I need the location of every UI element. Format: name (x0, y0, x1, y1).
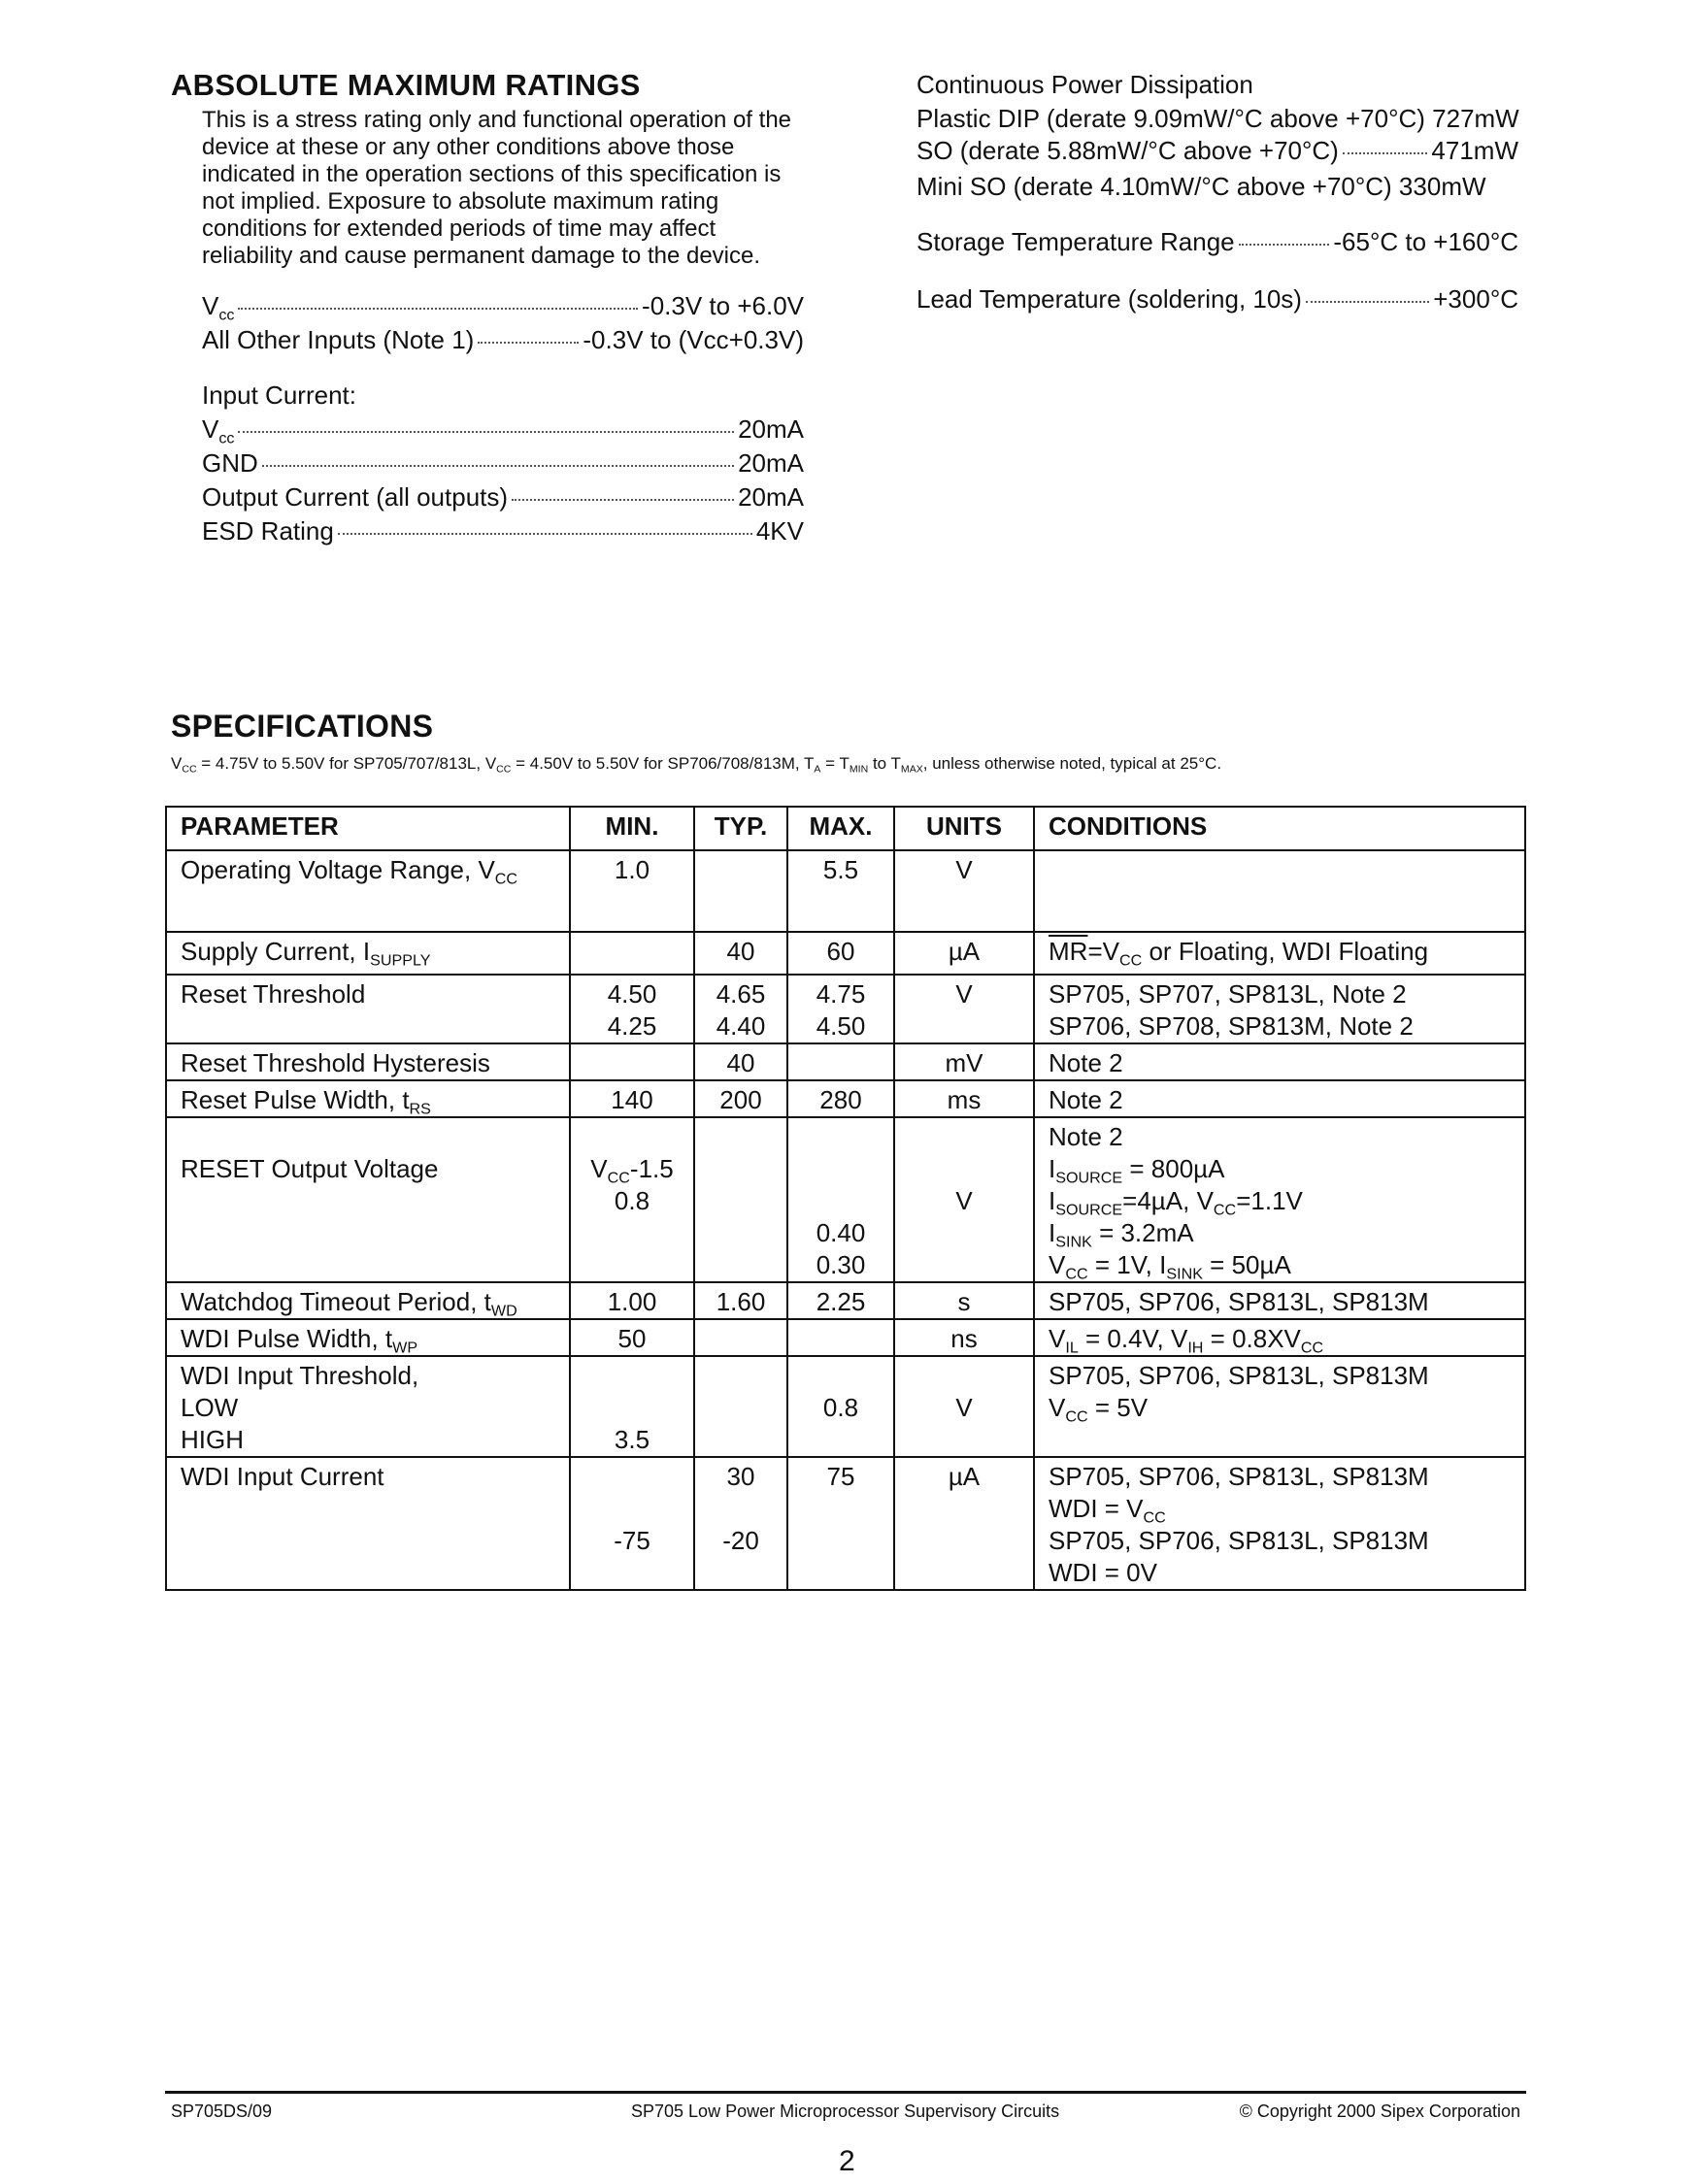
table-row (166, 1457, 1525, 1590)
amr-list (202, 291, 804, 550)
spec-table (165, 806, 1526, 1591)
amr-title: ABSOLUTE MAXIMUM RATINGS (171, 68, 641, 102)
cell-cond: SP705, SP706, SP813L, SP813M (1034, 1282, 1525, 1319)
dot-leader (1306, 301, 1429, 303)
cell-max: 75 (787, 1457, 894, 1590)
col-header-conditions: CONDITIONS (1034, 807, 1525, 850)
cell-max: 0.8 (787, 1356, 894, 1457)
cell-max: 4.75 4.50 (787, 975, 894, 1043)
cell-units: V (894, 975, 1034, 1043)
cell-units: mV (894, 1043, 1034, 1080)
output-label: Output Current (all outputs) (202, 482, 509, 512)
cell-typ (694, 1356, 787, 1457)
cell-max: 280 (787, 1080, 894, 1117)
rating-other-value: -0.3V to (Vcc+0.3V) (583, 325, 804, 354)
table-row (166, 1319, 1525, 1356)
cell-max: 60 (787, 932, 894, 975)
dot-leader (512, 499, 734, 501)
spec-title: SPECIFICATIONS (171, 709, 434, 744)
cell-param: Reset Threshold Hysteresis (166, 1043, 570, 1080)
cell-min: 50 (570, 1319, 694, 1356)
table-row (166, 975, 1525, 1043)
lead-value: +300°C (1433, 284, 1518, 314)
so-rating (916, 136, 1518, 170)
cell-typ (694, 1319, 787, 1356)
lead-label: Lead Temperature (soldering, 10s) (916, 284, 1302, 314)
cell-cond: SP705, SP707, SP813L, Note 2 SP706, SP708, SP813M, Note 2 (1034, 975, 1525, 1043)
storage-value: -65°C to +160°C (1333, 227, 1518, 256)
rating-vcc (202, 291, 804, 325)
cell-param: WDI Pulse Width, $t_{WP}$ (166, 1319, 570, 1356)
ic-vcc-sub: cc (218, 429, 235, 447)
rating-gnd (202, 448, 804, 482)
cell-param: Supply Current, $I_{SUPPLY}$ (166, 932, 570, 975)
absolute-max-ratings (171, 68, 812, 550)
cell-units: µA (894, 932, 1034, 975)
pdip-rating: Plastic DIP (derate 9.09mW/°C above +70°C) 727mW (916, 104, 1519, 133)
cell-param: Reset Pulse Width, $t_{RS}$ (166, 1080, 570, 1117)
cell-min: 3.5 (570, 1356, 694, 1457)
cell-typ (694, 1117, 787, 1282)
cell-cond: $V_{IL} = 0.4V$, $V_{IH} = 0.8XV_{CC}$ (1034, 1319, 1525, 1356)
so-label: SO (derate 5.88mW/°C above +70°C) (916, 136, 1339, 165)
dot-leader (338, 533, 752, 535)
rating-vcc-sub: cc (218, 306, 235, 324)
cell-typ: 200 (694, 1080, 787, 1117)
rating-esd (202, 516, 804, 550)
rating-vcc-label: V (202, 291, 219, 320)
col-header-max: MAX. (787, 807, 894, 850)
storage-label: Storage Temperature Range (916, 227, 1235, 256)
cell-max (787, 1043, 894, 1080)
ic-vcc-value: 20mA (738, 414, 804, 444)
cell-cond (1034, 850, 1525, 932)
output-value: 20mA (738, 482, 804, 512)
table-row (166, 1282, 1525, 1319)
col-header-units: UNITS (894, 807, 1034, 850)
storage-rating (916, 227, 1518, 261)
col-header-min: MIN. (570, 807, 694, 850)
spec-header-row (166, 807, 1525, 850)
cell-min: 1.0 (570, 850, 694, 932)
cell-min: 140 (570, 1080, 694, 1117)
dot-leader (1343, 152, 1428, 154)
cell-param: Reset Threshold (166, 975, 570, 1043)
esd-value: 4KV (755, 516, 804, 546)
rating-ic-vcc (202, 414, 804, 448)
cell-param: RESET Output Voltage (166, 1117, 570, 1282)
cell-typ: 40 (694, 1043, 787, 1080)
rating-other-inputs (202, 325, 804, 359)
cell-max: 5.5 (787, 850, 894, 932)
cell-min (570, 1043, 694, 1080)
ic-vcc-label: V (202, 414, 219, 444)
cell-param: Operating Voltage Range, $V_{CC}$ (166, 850, 570, 932)
spec-conditions: $V_{CC} = 4.75V$ to 5.50V for SP705/707/813L, $V_{CC} = 4.50V$ to 5.50V for SP706/708/813M, $T_A = T_{MIN}$ to $T_{MAX}$, unless otherwise noted, typical at 25°C. (171, 754, 1222, 776)
cell-units: V (894, 850, 1034, 932)
cell-cond: $\overline{MR}=V_{CC}$ or Floating, WDI Floating (1034, 932, 1525, 975)
cell-max: 0.40 0.30 (787, 1117, 894, 1282)
cell-min: -75 (570, 1457, 694, 1590)
rating-output (202, 482, 804, 516)
footer-doc-id: SP705DS/09 (171, 2101, 273, 2121)
cell-max (787, 1319, 894, 1356)
dot-leader (1239, 244, 1330, 246)
input-current-label: Input Current: (202, 381, 356, 410)
dot-leader (238, 431, 734, 433)
cell-typ: 40 (694, 932, 787, 975)
minso-rating: Mini SO (derate 4.10mW/°C above +70°C) 330mW (916, 172, 1486, 201)
cell-units: ms (894, 1080, 1034, 1117)
cell-param: WDI Input Current (166, 1457, 570, 1590)
cell-typ: 1.60 (694, 1282, 787, 1319)
cell-units: s (894, 1282, 1034, 1319)
cell-min: $V_{CC}-1.5$ 0.8 (570, 1117, 694, 1282)
table-row (166, 1080, 1525, 1117)
cell-min: 4.50 4.25 (570, 975, 694, 1043)
table-row (166, 1043, 1525, 1080)
cell-units: V (894, 1356, 1034, 1457)
page-number: 2 (839, 2145, 855, 2177)
table-row (166, 1117, 1525, 1282)
table-row (166, 1356, 1525, 1457)
table-row (166, 850, 1525, 932)
cell-cond: SP705, SP706, SP813L, SP813M WDI = $V_{CC}$ SP705, SP706, SP813L, SP813M WDI = 0V (1034, 1457, 1525, 1590)
table-row (166, 932, 1525, 975)
specifications-section (171, 709, 1221, 774)
lead-rating (916, 284, 1518, 318)
cell-cond: SP705, SP706, SP813L, SP813M $V_{CC} = 5V$ (1034, 1356, 1525, 1457)
cell-min (570, 932, 694, 975)
gnd-label: GND (202, 448, 258, 478)
cell-units: V (894, 1117, 1034, 1282)
cell-cond: Note 2 (1034, 1043, 1525, 1080)
footer-copyright: © Copyright 2000 Sipex Corporation (1239, 2101, 1520, 2121)
dot-leader (238, 308, 638, 310)
cell-typ: 30 -20 (694, 1457, 787, 1590)
rating-vcc-value: -0.3V to +6.0V (642, 291, 804, 320)
cell-cond: Note 2 $I_{SOURCE} = 800\mu A$ $I_{SOURCE}=4\mu A$, $V_{CC}=1.1V$ $I_{SINK} = 3.2mA$ $V_{CC} = 1V$, $I_{SINK} = 50\mu A$ (1034, 1117, 1525, 1282)
cell-units: ns (894, 1319, 1034, 1356)
cell-cond: Note 2 (1034, 1080, 1525, 1117)
col-header-typ: TYP. (694, 807, 787, 850)
esd-label: ESD Rating (202, 516, 334, 546)
dot-leader (262, 465, 734, 467)
cell-typ: 4.65 4.40 (694, 975, 787, 1043)
gnd-value: 20mA (738, 448, 804, 478)
dot-leader (478, 342, 579, 344)
cell-min: 1.00 (570, 1282, 694, 1319)
cell-param: Watchdog Timeout Period, $t_{WD}$ (166, 1282, 570, 1319)
so-value: 471mW (1431, 136, 1518, 165)
cell-units: µA (894, 1457, 1034, 1590)
col-header-parameter: PARAMETER (166, 807, 570, 850)
right-column-ratings (916, 68, 1518, 318)
cell-typ (694, 850, 787, 932)
cell-max: 2.25 (787, 1282, 894, 1319)
amr-intro: This is a stress rating only and functional operation of the device at these or any other conditions above those indicated in the operation sections of this specification is not implied. Exposure to absolute maximum rating conditions for extended periods of time may affect reliability and cause permanent damage to the device. (202, 107, 792, 269)
power-title: Continuous Power Dissipation (916, 70, 1253, 99)
footer-title: SP705 Low Power Microprocessor Supervisory Circuits (631, 2101, 1060, 2121)
cell-param: WDI Input Threshold, LOW HIGH (166, 1356, 570, 1457)
page-footer (165, 2091, 1526, 2121)
rating-other-label: All Other Inputs (Note 1) (202, 325, 475, 354)
